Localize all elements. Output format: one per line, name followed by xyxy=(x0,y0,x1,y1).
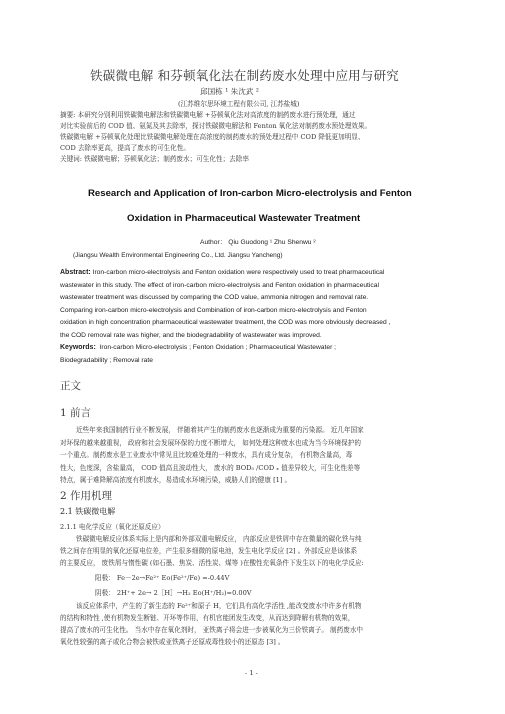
section-1-body xyxy=(60,424,364,487)
paragraph-line: 的结构和特性 ,使有机物发生断链、开环等作用，有机官能团发生改变，从而达到降解有机物的效果， xyxy=(60,614,355,622)
abstract-cn-line: 摘要: 本研究分别利用铁碳微电解法和铁碳微电解 +芬顿氧化法对高浓度的制药废水进行预处理，通过 xyxy=(60,111,356,119)
abstract-en-line: Comparing iron-carbon micro-electrolysis and Combination of iron-carbon micro-electrolysis and Fenton xyxy=(60,306,367,314)
paragraph-line: 该反应体系中，产生的了新生态的 Fe²⁺和原子 H，它们具有高化学活性 ,能改变废水中许多有机物 xyxy=(76,602,362,610)
body-heading: 正文 xyxy=(60,380,81,392)
paper-title-en-line1: Research and Application of Iron-carbon Micro-electrolysis and Fenton xyxy=(88,188,412,199)
abstract-cn-line: 对比实验前后的 COD 值、氨氮及其去除率，探讨铁碳微电解法和 Fenton 氧化法对制药废水预处理效果。 xyxy=(60,122,372,130)
paragraph-line: 铁碳微电解反应体系实际上是内部和外部双重电解反应， 内部反应是铁屑中存在微量的碳化铁与纯 xyxy=(76,535,362,543)
paragraph-line: 对环保的越来越重视， 政府和社会发展环保的力度不断增大， 如何处理这种废水也成为当今环境保护的 xyxy=(60,438,361,447)
anode-equation: 阳极： Fe－2e→Fe²⁺ Eo(Fe²⁺/Fe) =-0.44V xyxy=(95,574,230,582)
section-2-1-title xyxy=(60,506,115,517)
keywords-en-line: Iron-carbon Micro-electrolysis ; Fenton Oxidation ; Pharmaceutical Wastewater ; xyxy=(99,344,337,351)
paper-title-cn: 铁碳微电解 和芬顿氧化法在制药废水处理中应用与研究 xyxy=(90,68,399,83)
paragraph-line: 性大，色度深，含盐量高， COD 值高且波动性大， 废水的 BOD₅ /COD ₓ 值差异较大，可生化性差等 xyxy=(60,463,361,472)
abstract-cn xyxy=(60,110,371,165)
abstract-en-line: Iron-carbon micro-electrolysis and Fenton oxidation were respectively used to treat pharmaceutical xyxy=(92,269,385,276)
affiliation-en: (Jiangsu Wealth Environmental Engineering Co., Ltd. Jiangsu Yancheng) xyxy=(73,252,283,259)
affiliation-cn: (江苏维尔思环境工程有限公司, 江苏盐城) xyxy=(178,100,300,108)
abstract-en-label: Abstract: xyxy=(60,269,91,276)
section-2-1-1-title: 2.1.1 电化学反应（氧化还原反应） xyxy=(60,523,165,531)
abstract-en-line: oxidation in high concentration pharmaceutical wastewater treatment, the COD was more obviously decreased , xyxy=(60,319,391,326)
section-2-1-1-body xyxy=(60,533,364,569)
abstract-en-line: the COD removal rate was higher, and the biodegradability of wastewater was improved. xyxy=(60,331,322,339)
keywords-en-line: Biodegradability ; Removal rate xyxy=(60,356,153,364)
section-2-1-title-text: 2.1 铁碳微电解 xyxy=(60,507,116,516)
abstract-en-line: wastewater treatment was discussed by comparing the COD value, ammonia nitrogen and removal rate. xyxy=(60,294,369,301)
abstract-en xyxy=(60,267,452,367)
authors-en: Author： Qiu Guodong ¹ Zhu Shenwu ² xyxy=(200,239,316,246)
paragraph-line: 的主要反应， 废铁屑与惰性碳 (如石墨、焦炭、活性炭、煤等 )在酸性充氧条件下发生以下的电化学反应: xyxy=(60,559,364,567)
paragraph-line: 特点，属于难降解高浓度有机废水，易造成水环境污染，威胁人们的健康 [1] 。 xyxy=(60,476,292,484)
abstract-cn-line: COD 去除率更高，提高了废水的可生化性。 xyxy=(60,144,190,152)
abstract-en-line: wastewater in this study. The effect of iron-carbon micro-electrolysis and Fenton oxidation in pharmaceutical xyxy=(60,281,379,289)
paragraph-line: 一个重点。制药废水是工业废水中常见且比较难处理的一种废水，具有成分复杂， 有机物含量高，毒 xyxy=(60,451,353,459)
paragraph-line: 近些年来我国制药行业不断发展， 伴随着其产生的制药废水也逐渐成为重要的污染源。 近几年国家 xyxy=(76,426,364,434)
paragraph-line: 铁之间存在明显的氧化还原电位差，产生很多细微的原电池，发生电化学反应 [2] 。外部反应是该体系 xyxy=(60,547,358,555)
page-number: - 1 - xyxy=(245,669,258,677)
section-2-1-1-body-continued xyxy=(60,600,363,648)
section-1-title: 1 前言 xyxy=(60,407,92,419)
section-2-title: 2 作用机理 xyxy=(60,490,113,502)
paragraph-line: 氧化性较强的离子或化合物会被铁或亚铁离子还原成毒性较小的还原态 [3] 。 xyxy=(60,638,285,646)
keywords-en-label: Keywords: xyxy=(60,344,96,351)
cathode-equation: 阴极： 2H⁺+ 2e→ 2［H］→H₂ Eo(H⁺/H₂)=0.00V xyxy=(95,589,252,597)
paragraph-line: 提高了废水的可生化性。 当水中存在氧化剂时， 亚铁离子将会进一步被氧化为三价铁离子。 制药废水中 xyxy=(60,626,364,634)
abstract-cn-line: 铁碳微电解 +芬顿氧化处理比铁碳微电解处理在高浓度的制药废水的预处理过程中 COD 降低更加明显、 xyxy=(60,133,365,141)
keywords-cn: 关键词: 铁碳微电解；芬顿氧化法；制药废水；可生化性；去除率 xyxy=(60,155,249,163)
authors-cn: 邱国栋 ¹ 朱沈武 ² xyxy=(200,87,259,96)
paper-title-en-line2: Oxidation in Pharmaceutical Wastewater Treatment xyxy=(127,213,361,224)
